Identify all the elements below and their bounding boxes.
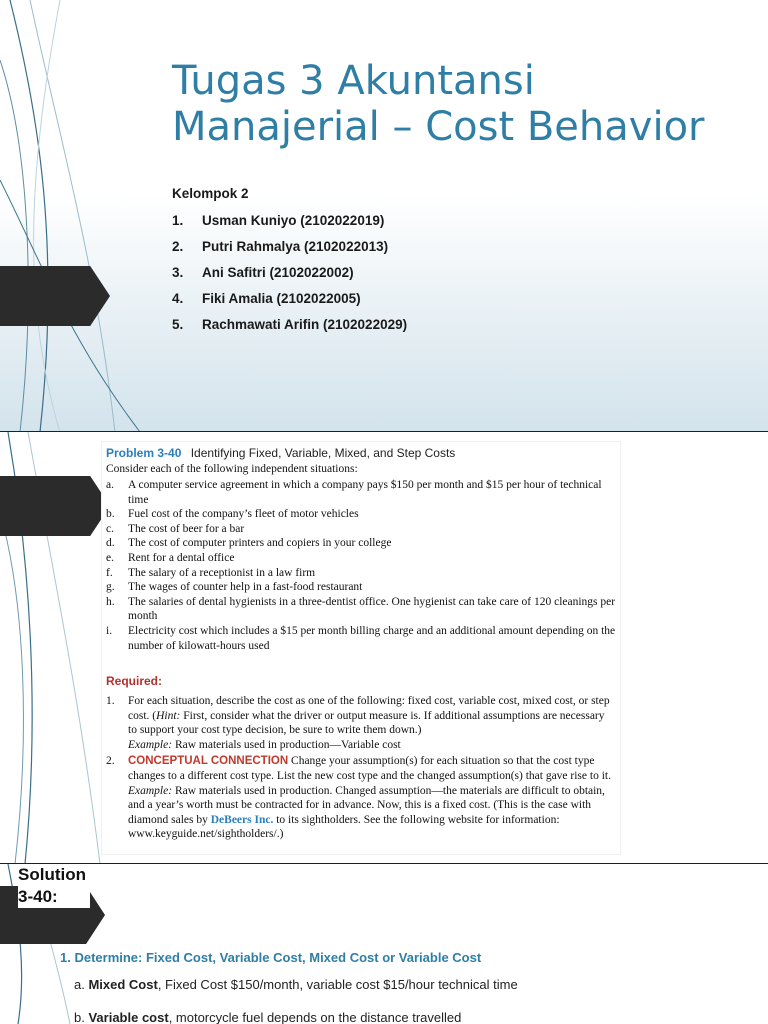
member-number: 5. [172, 317, 184, 332]
answer-detail: , Fixed Cost $150/month, variable cost $15/hour technical time [157, 977, 518, 992]
item-text: The wages of counter help in a fast-food restaurant [128, 581, 363, 594]
decorative-curves [0, 0, 200, 432]
member-number: 3. [172, 265, 184, 280]
answer-detail: , motorcycle fuel depends on the distance travelled [168, 1010, 462, 1024]
required-heading: Required: [106, 674, 163, 688]
solution-title-line: 3-40: [18, 887, 58, 906]
item-text: Electricity cost which includes a $15 per month billing charge and an additional amount depending on the number of kilowatt-hours used [128, 624, 616, 652]
member-name: Fiki Amalia (2102022005) [202, 291, 361, 306]
group-label: Kelompok 2 [172, 186, 249, 201]
debeers-name: DeBeers Inc. [210, 813, 274, 826]
problem-number: Problem 3-40 [106, 446, 182, 460]
example-label: Example: [128, 784, 173, 797]
solution-title-line: Solution [18, 865, 86, 884]
slide-3 [0, 864, 768, 1024]
member-number: 1. [172, 213, 184, 228]
situation-list [102, 478, 616, 653]
item-text: A computer service agreement in which a company pays $150 per month and $15 per hour of technical time [128, 479, 602, 506]
member-item [172, 290, 407, 316]
member-name: Rachmawati Arifin (2102022029) [202, 317, 408, 332]
item-text: The salaries of dental hygienists in a three-dentist office. One hygienist can take care of 120 cleanings per month [128, 595, 616, 623]
req1-text: For each situation, describe the cost as one of the following: fixed cost, variable cost, mixed cost, or step cost. ( [128, 695, 610, 722]
answer-cost-type: Mixed Cost [88, 977, 158, 992]
example-text: Raw materials used in production—Variable cost [172, 738, 401, 751]
slide-marker-tab [0, 266, 110, 326]
answer-b [74, 1010, 461, 1024]
item-text: Fuel cost of the company’s fleet of motor vehicles [128, 508, 359, 521]
list-item [102, 754, 616, 842]
answer-prefix: a. [74, 977, 89, 992]
list-item [102, 522, 616, 537]
problem-intro: Consider each of the following independent situations: [106, 463, 358, 475]
slide-marker-tab [0, 476, 110, 536]
list-item [102, 478, 616, 507]
list-item [102, 551, 616, 566]
list-item [102, 624, 616, 653]
problem-image [102, 442, 620, 854]
member-item [172, 238, 407, 264]
req2-text: Change your assumption(s) for each situation so that the cost type changes to a different cost type. List the new cost type and the changed assumption(s) that gave rise to it. [128, 755, 611, 782]
member-name: Usman Kuniyo (2102022019) [202, 213, 385, 228]
required-list [102, 694, 616, 844]
list-item [102, 566, 616, 581]
member-name: Ani Safitri (2102022002) [202, 265, 354, 280]
example-label: Example: [128, 738, 173, 751]
list-item [102, 694, 616, 752]
list-item [102, 595, 616, 624]
item-letter: d. [106, 537, 115, 550]
member-item [172, 212, 407, 238]
item-number: 1. [106, 695, 115, 707]
list-item [102, 536, 616, 551]
member-name: Putri Rahmalya (2102022013) [202, 239, 389, 254]
item-text: The cost of beer for a bar [128, 522, 245, 535]
item-letter: b. [106, 508, 115, 521]
item-text [128, 754, 616, 842]
slide-title: Tugas 3 Akuntansi Manajerial – Cost Behavior [172, 58, 705, 150]
item-letter: a. [106, 479, 114, 491]
slide-2 [0, 432, 768, 864]
answer-prefix: b. [74, 1010, 89, 1024]
member-list [172, 212, 407, 342]
member-item [172, 316, 407, 342]
member-item [172, 264, 407, 290]
item-text: The salary of a receptionist in a law firm [128, 566, 316, 579]
item-text: The cost of computer printers and copiers in your college [128, 537, 392, 550]
slide-1 [0, 0, 768, 432]
hint-label: Hint: [156, 709, 181, 722]
list-item [102, 507, 616, 522]
hint-text: First, consider what the driver or output measure is. If additional assumptions are necessary to support your cost type decision, be sure to write them down.) [128, 709, 605, 737]
example-tail: to its sightholders. See the following website for information: www.keyguide.net/sightholders/.) [128, 813, 560, 841]
answer-a [74, 977, 518, 992]
item-letter: g. [106, 581, 115, 594]
problem-header [106, 446, 455, 460]
solution-title [18, 864, 90, 908]
problem-title: Identifying Fixed, Variable, Mixed, and Step Costs [190, 446, 456, 460]
item-text: Rent for a dental office [128, 551, 235, 564]
example-text: Raw materials used in production. Changed assumption—the materials are difficult to obtain, and a year’s worth must be contracted for in advance. Now, this is a fixed cost. (This is the case with diamond sales by [128, 784, 605, 826]
item-letter: e. [106, 551, 114, 564]
item-letter: i. [106, 624, 113, 637]
member-number: 4. [172, 291, 184, 306]
list-item [102, 580, 616, 595]
item-text [128, 694, 616, 752]
conceptual-connection-label: CONCEPTUAL CONNECTION [128, 755, 289, 768]
item-letter: f. [106, 566, 113, 579]
determine-heading: 1. Determine: Fixed Cost, Variable Cost, Mixed Cost or Variable Cost [60, 950, 482, 965]
item-number: 2. [106, 755, 115, 768]
answer-cost-type: Variable cost [88, 1010, 169, 1024]
item-letter: c. [106, 522, 114, 535]
member-number: 2. [172, 239, 184, 254]
item-letter: h. [106, 595, 115, 608]
